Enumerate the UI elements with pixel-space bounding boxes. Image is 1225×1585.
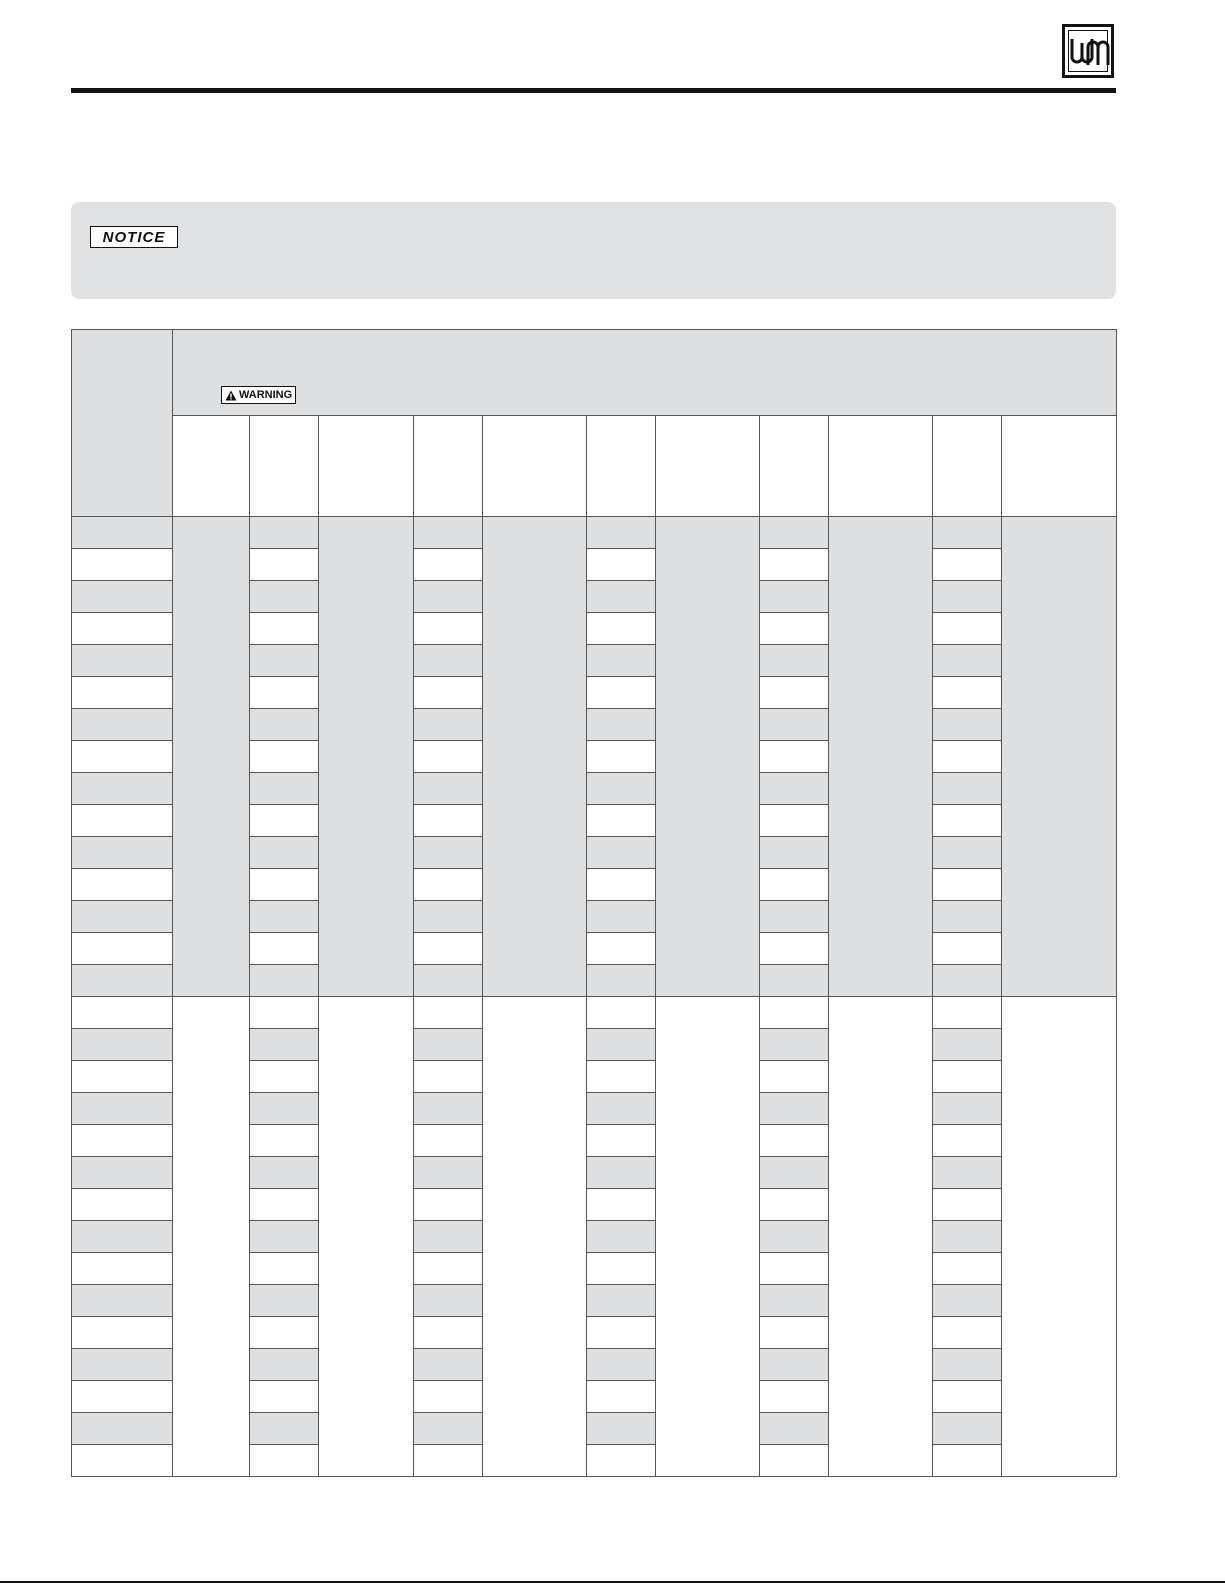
merged-cell <box>656 517 760 997</box>
row-label-cell <box>72 901 173 933</box>
table-cell <box>760 997 829 1029</box>
table-cell <box>760 549 829 581</box>
table-row <box>72 997 1117 1029</box>
table-cell <box>760 581 829 613</box>
table-cell <box>414 1381 483 1413</box>
table-cell <box>414 1125 483 1157</box>
table-cell <box>587 1125 656 1157</box>
table-cell <box>760 805 829 837</box>
table-cell <box>933 901 1002 933</box>
table-cell <box>760 1349 829 1381</box>
table-cell <box>414 517 483 549</box>
row-label-cell <box>72 677 173 709</box>
warning-badge <box>221 386 296 404</box>
table-cell <box>250 1381 319 1413</box>
merged-cell <box>483 517 587 997</box>
table-header <box>173 330 1117 416</box>
column-header-cell <box>319 416 414 517</box>
table-cell <box>933 1221 1002 1253</box>
table-cell <box>760 613 829 645</box>
table-cell <box>760 869 829 901</box>
table-cell <box>414 1317 483 1349</box>
table-cell <box>414 549 483 581</box>
table-cell <box>414 869 483 901</box>
table-cell <box>760 1317 829 1349</box>
table-cell <box>250 1157 319 1189</box>
row-label-cell <box>72 1221 173 1253</box>
table-cell <box>933 805 1002 837</box>
row-label-cell <box>72 581 173 613</box>
table-cell <box>250 805 319 837</box>
column-header-cell <box>173 416 250 517</box>
merged-cell <box>1002 997 1117 1477</box>
table-cell <box>760 709 829 741</box>
table-cell <box>760 933 829 965</box>
table-cell <box>760 965 829 997</box>
table-cell <box>760 837 829 869</box>
table-cell <box>933 517 1002 549</box>
table-cell <box>250 965 319 997</box>
data-table <box>71 329 1117 1477</box>
table-cell <box>933 549 1002 581</box>
row-label-cell <box>72 1061 173 1093</box>
table-cell <box>933 933 1002 965</box>
column-header-cell <box>829 416 933 517</box>
table-cell <box>587 517 656 549</box>
table-cell <box>760 901 829 933</box>
table-cell <box>587 805 656 837</box>
column-header-cell <box>250 416 319 517</box>
table-cell <box>587 869 656 901</box>
table-cell <box>250 1349 319 1381</box>
table-cell <box>587 645 656 677</box>
table-cell <box>587 1285 656 1317</box>
table-cell <box>414 933 483 965</box>
table-cell <box>587 1253 656 1285</box>
table-cell <box>587 1413 656 1445</box>
table-cell <box>250 613 319 645</box>
row-label-cell <box>72 1381 173 1413</box>
table-cell <box>414 1253 483 1285</box>
table-cell <box>933 1125 1002 1157</box>
table-cell <box>250 1061 319 1093</box>
table-cell <box>587 1445 656 1477</box>
table-cell <box>250 869 319 901</box>
table-body <box>72 330 1117 1477</box>
row-label-cell <box>72 741 173 773</box>
row-label-cell <box>72 1157 173 1189</box>
footer-rule <box>0 1581 1225 1583</box>
table-cell <box>587 613 656 645</box>
table-cell <box>414 645 483 677</box>
table-cell <box>250 773 319 805</box>
row-label-cell <box>72 933 173 965</box>
table-cell <box>587 901 656 933</box>
table-cell <box>587 997 656 1029</box>
table-cell <box>250 933 319 965</box>
table-cell <box>587 549 656 581</box>
row-label-cell <box>72 709 173 741</box>
table-row <box>72 517 1117 549</box>
table-cell <box>414 1029 483 1061</box>
column-header-cell <box>1002 416 1117 517</box>
table-cell <box>760 517 829 549</box>
table-cell <box>250 645 319 677</box>
table-cell <box>587 1189 656 1221</box>
table-cell <box>760 741 829 773</box>
table-cell <box>760 1445 829 1477</box>
table-cell <box>760 1221 829 1253</box>
column-header-cell <box>933 416 1002 517</box>
table-cell <box>933 1349 1002 1381</box>
row-label-cell <box>72 837 173 869</box>
row-label-cell <box>72 869 173 901</box>
table-cell <box>414 1061 483 1093</box>
merged-cell <box>829 997 933 1477</box>
row-label-cell <box>72 805 173 837</box>
column-header-cell <box>414 416 483 517</box>
warning-label: WARNING <box>239 388 293 401</box>
table-cell <box>250 1253 319 1285</box>
table-cell <box>414 581 483 613</box>
row-label-cell <box>72 1349 173 1381</box>
table-cell <box>587 933 656 965</box>
table-cell <box>250 1445 319 1477</box>
table-cell <box>414 1349 483 1381</box>
notice-panel <box>71 202 1116 299</box>
table-cell <box>414 1093 483 1125</box>
table-cell <box>587 1029 656 1061</box>
header-rule <box>71 88 1116 93</box>
table-cell <box>760 1285 829 1317</box>
warning-triangle-icon <box>225 390 237 401</box>
row-label-cell <box>72 1253 173 1285</box>
table-cell <box>587 1381 656 1413</box>
table-cell <box>250 549 319 581</box>
table-cell <box>250 709 319 741</box>
row-label-cell <box>72 1317 173 1349</box>
table-cell <box>933 965 1002 997</box>
table-cell <box>250 1093 319 1125</box>
notice-badge: NOTICE <box>90 226 178 248</box>
table-cell <box>587 1317 656 1349</box>
table-cell <box>933 1445 1002 1477</box>
table-cell <box>414 805 483 837</box>
merged-cell <box>173 517 250 997</box>
row-label-cell <box>72 1125 173 1157</box>
table-cell <box>760 1125 829 1157</box>
table-cell <box>760 677 829 709</box>
table-cell <box>933 1157 1002 1189</box>
table-cell <box>250 1413 319 1445</box>
table-cell <box>250 1317 319 1349</box>
column-header-cell <box>587 416 656 517</box>
table-cell <box>250 901 319 933</box>
table-cell <box>587 1221 656 1253</box>
table-cell <box>933 1285 1002 1317</box>
table-cell <box>933 1381 1002 1413</box>
table-cell <box>250 677 319 709</box>
table-cell <box>933 869 1002 901</box>
row-label-cell <box>72 965 173 997</box>
table-cell <box>587 773 656 805</box>
table-cell <box>760 1253 829 1285</box>
row-label-cell <box>72 517 173 549</box>
table-cell <box>250 517 319 549</box>
merged-cell <box>829 517 933 997</box>
table-cell <box>587 1061 656 1093</box>
table-cell <box>250 581 319 613</box>
table-cell <box>414 997 483 1029</box>
table-cell <box>760 1381 829 1413</box>
row-label-cell <box>72 1029 173 1061</box>
table-cell <box>933 709 1002 741</box>
row-label-cell <box>72 1413 173 1445</box>
table-cell <box>414 1189 483 1221</box>
table-cell <box>414 773 483 805</box>
table-cell <box>933 997 1002 1029</box>
table-cell <box>933 837 1002 869</box>
table-cell <box>414 741 483 773</box>
table-cell <box>933 613 1002 645</box>
table-cell <box>250 1285 319 1317</box>
merged-cell <box>173 997 250 1477</box>
table-cell <box>933 773 1002 805</box>
table-cell <box>250 837 319 869</box>
column-header-cell <box>656 416 760 517</box>
table-cell <box>933 741 1002 773</box>
table-cell <box>414 901 483 933</box>
merged-cell <box>319 517 414 997</box>
table-cell <box>587 965 656 997</box>
merged-cell <box>1002 517 1117 997</box>
wm-logo-icon <box>1070 35 1110 69</box>
table-cell <box>933 581 1002 613</box>
table-cell <box>587 677 656 709</box>
table-cell <box>760 1029 829 1061</box>
table-cell <box>414 677 483 709</box>
table-cell <box>933 1317 1002 1349</box>
table-cell <box>414 965 483 997</box>
table-cell <box>587 741 656 773</box>
merged-cell <box>483 997 587 1477</box>
table-cell <box>760 1413 829 1445</box>
table-cell <box>933 1093 1002 1125</box>
table-cell <box>414 1221 483 1253</box>
table-cell <box>587 837 656 869</box>
table-cell <box>933 1253 1002 1285</box>
table-cell <box>250 1029 319 1061</box>
row-label-cell <box>72 997 173 1029</box>
row-label-cell <box>72 773 173 805</box>
row-label-cell <box>72 1445 173 1477</box>
row-label-cell <box>72 1093 173 1125</box>
table-cell <box>587 1349 656 1381</box>
table-cell <box>414 1445 483 1477</box>
table-cell <box>587 1157 656 1189</box>
table-cell <box>933 1413 1002 1445</box>
table-cell <box>760 1157 829 1189</box>
merged-cell <box>319 997 414 1477</box>
column-header-cell <box>760 416 829 517</box>
row-label-cell <box>72 1189 173 1221</box>
table-cell <box>250 1189 319 1221</box>
row-header-cell <box>72 330 173 517</box>
table-cell <box>414 613 483 645</box>
table-cell <box>250 1221 319 1253</box>
table-cell <box>414 709 483 741</box>
table-cell <box>414 1285 483 1317</box>
table-cell <box>760 645 829 677</box>
table-cell <box>760 773 829 805</box>
table-cell <box>933 1189 1002 1221</box>
table-cell <box>933 1029 1002 1061</box>
table-cell <box>587 1093 656 1125</box>
wm-logo <box>1062 24 1114 78</box>
row-label-cell <box>72 549 173 581</box>
table-cell <box>250 741 319 773</box>
row-label-cell <box>72 1285 173 1317</box>
table-cell <box>760 1061 829 1093</box>
table-cell <box>587 581 656 613</box>
table-cell <box>933 645 1002 677</box>
row-label-cell <box>72 645 173 677</box>
table-cell <box>414 837 483 869</box>
table-cell <box>250 1125 319 1157</box>
merged-cell <box>656 997 760 1477</box>
table-cell <box>587 709 656 741</box>
table-cell <box>414 1157 483 1189</box>
table-cell <box>933 677 1002 709</box>
table-cell <box>760 1189 829 1221</box>
row-label-cell <box>72 613 173 645</box>
table-cell <box>250 997 319 1029</box>
column-header-cell <box>483 416 587 517</box>
table-cell <box>760 1093 829 1125</box>
table-cell <box>933 1061 1002 1093</box>
table-cell <box>414 1413 483 1445</box>
